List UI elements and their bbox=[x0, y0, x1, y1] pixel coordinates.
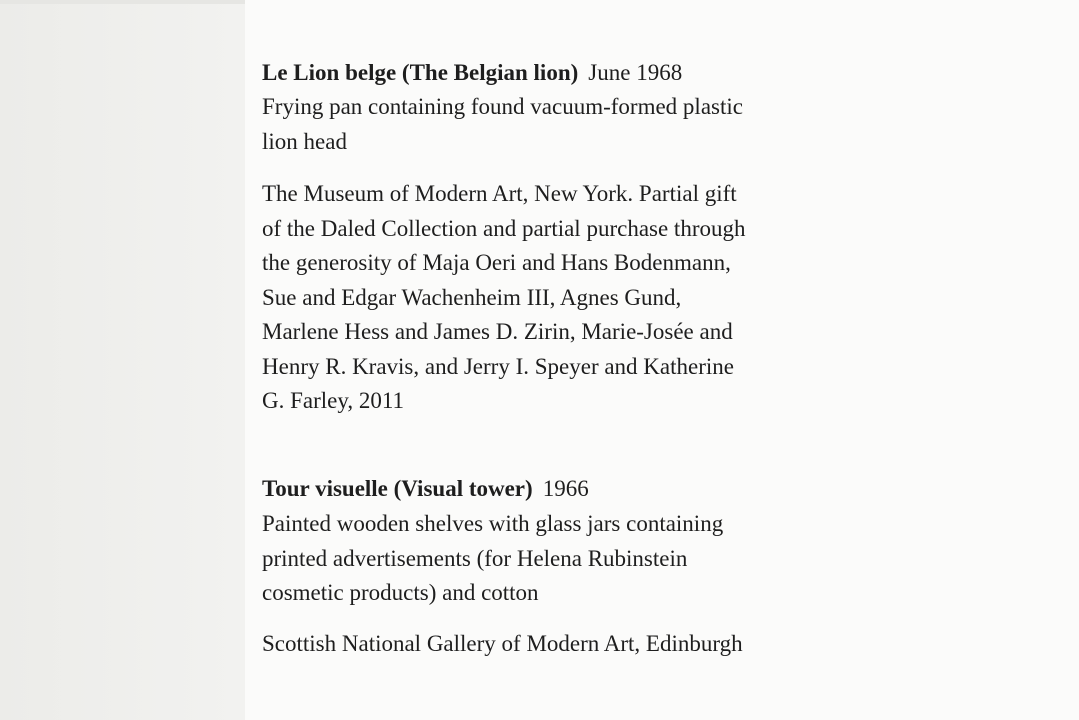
artwork-1-credit-line: Marlene Hess and James D. Zirin, Marie-Josée and bbox=[262, 319, 733, 344]
artwork-1-medium-line: Frying pan containing found vacuum-formed plastic bbox=[262, 94, 743, 119]
artwork-1-credit-line: The Museum of Modern Art, New York. Partial gift bbox=[262, 181, 737, 206]
artwork-2-medium bbox=[262, 507, 882, 611]
artwork-2-credit bbox=[262, 627, 882, 662]
artwork-1-date: June 1968 bbox=[588, 60, 683, 85]
artwork-1-heading bbox=[262, 56, 882, 91]
artwork-1-credit-line: Henry R. Kravis, and Jerry I. Speyer and Katherine bbox=[262, 353, 734, 379]
wall-background bbox=[0, 0, 245, 720]
artwork-1-credit bbox=[262, 177, 882, 419]
artwork-1-credit-line: Sue and Edgar Wachenheim III, Agnes Gund, bbox=[262, 284, 682, 310]
artwork-1-title: Le Lion belge (The Belgian lion) bbox=[262, 60, 579, 85]
artwork-2-date: 1966 bbox=[542, 476, 589, 501]
artwork-2-medium-line: printed advertisements (for Helena Rubinstein bbox=[262, 545, 688, 571]
artwork-1-medium bbox=[262, 90, 882, 159]
artwork-2-credit-line: Scottish National Gallery of Modern Art, Edinburgh bbox=[262, 631, 743, 656]
artwork-2-medium-line: cosmetic products) and cotton bbox=[262, 580, 539, 605]
artwork-1-medium-line: lion head bbox=[262, 128, 347, 154]
artwork-2-title: Tour visuelle (Visual tower) bbox=[262, 476, 533, 501]
artwork-2-heading bbox=[262, 472, 882, 507]
artwork-2-medium-line: Painted wooden shelves with glass jars containing bbox=[262, 511, 724, 536]
artwork-1-credit-line: of the Daled Collection and partial purchase through bbox=[262, 215, 746, 241]
artwork-1-credit-line: G. Farley, 2011 bbox=[262, 388, 405, 413]
artwork-1-credit-line: the generosity of Maja Oeri and Hans Bodenmann, bbox=[262, 250, 731, 275]
